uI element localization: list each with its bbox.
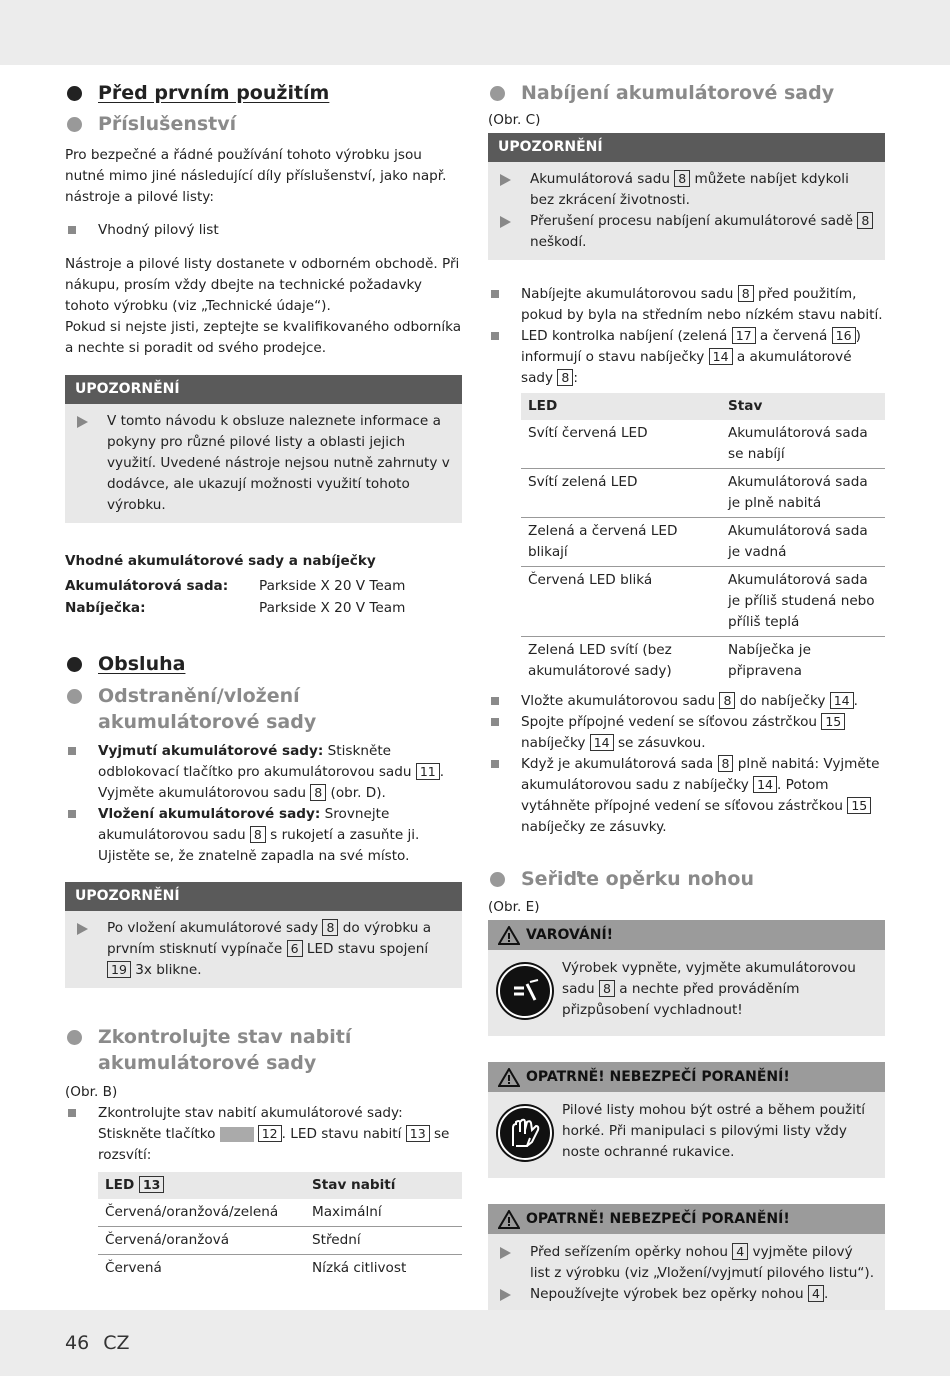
table-head-led: LED [528,398,558,414]
accessories-text: Pro bezpečné a řádné používání tohoto výrobku jsou nutné mimo jiné následující díly příslušenství, jako např. nástroje a pilové listy: [65,147,447,205]
warning-triangle-icon [498,1210,520,1229]
heading-remove-insert: Odstranění/vložení akumulátorové sady [65,683,462,735]
note-text: Akumulátorová sadu 8 můžete nabíjet kdykoli bez zkrácení životnosti. [498,169,875,211]
charger-label: Nabíječka: [65,600,146,616]
note-heading: UPOZORNĚNÍ [65,375,462,404]
note-heading: UPOZORNĚNÍ [488,133,885,162]
battery-row [65,575,462,597]
caution-text: Nepoužívejte výrobek bez opěrky nohou 4 . [498,1284,875,1305]
table-head-state: Stav [728,398,763,414]
led-bullet: LED kontrolka nabíjení (zelená 17 a červená 16 ) informují o stavu nabíječky 14 a akumulátorové sady 8 : [488,326,885,389]
unplug-icon [498,964,552,1018]
insert-charger-bullet: Vložte akumulátorovou sadu 8 do nabíječky 14 . [488,691,885,712]
table-head-led: LED 13 [98,1172,305,1199]
right-column [488,80,885,1313]
suitable-title: Vhodné akumulátorové sady a nabíječky [65,553,376,569]
caution-heading: OPATRNĚ! NEBEZPEČÍ PORANĚNÍ! [488,1062,885,1092]
accessories-text-2: Nástroje a pilové listy dostanete v odborném obchodě. Při nákupu, prosím vždy dbejte na technické požadavky tohoto výrobku (viz „Technické údaje“). [65,256,460,314]
charger-row [65,597,462,619]
table-head-state: Stav nabití [312,1177,396,1193]
table-row: Svítí zelená LED Akumulátorová sada je plně nabitá [521,469,885,518]
battery-label: Akumulátorová sada: [65,578,229,594]
warning-text: Výrobek vypněte, vyjměte akumulátorovou sadu 8 a nechte před prováděním přizpůsobení vychladnout! [562,960,856,1018]
table-row: Zelená LED svítí (bez akumulátorové sady) Nabíječka je připravena [528,642,811,679]
table-row: Červená LED bliká Akumulátorová sada je příliš studená nebo příliš teplá [521,567,885,637]
battery-button-icon [220,1127,254,1142]
charge-state-table [98,1172,462,1282]
table-row: Zelená a červená LED blikají Akumulátorová sada je vadná [521,518,885,567]
led-state-table [521,393,885,685]
note-text: Po vložení akumulátorové sady 8 do výrobku a prvním stisknutí vypínače 6 LED stavu spojení 19 3x blikne. [75,918,452,981]
caution-heading: OPATRNĚ! NEBEZPEČÍ PORANĚNÍ! [488,1204,885,1234]
figure-ref-b: (Obr. B) [65,1084,118,1100]
note-heading: UPOZORNĚNÍ [65,882,462,911]
heading-accessories: Příslušenství [65,111,462,137]
figure-ref-c: (Obr. C) [488,112,541,128]
page-footer [65,1332,143,1354]
heading-check-charge: Zkontrolujte stav nabití akumulátorové sady [65,1024,462,1076]
heading-operation: Obsluha [65,651,462,677]
language-code: CZ [103,1332,130,1354]
table-row: Červená/oranžová Střední [98,1227,462,1255]
gloves-icon [498,1106,552,1160]
figure-ref-e: (Obr. E) [488,899,540,915]
caution-box-2 [488,1204,885,1313]
table-row: Svítí červená LED Akumulátorová sada se nabíjí [521,420,885,469]
table-row: Červená Nízká citlivost [105,1260,407,1276]
caution-text: Před seřízením opěrky nohou 4 vyjměte pilový list z výrobku (viz „Vložení/vyjmutí pilového listu“). [498,1242,875,1284]
charger-value: Parkside X 20 V Team [259,600,406,616]
battery-value: Parkside X 20 V Team [259,578,406,594]
top-band [0,0,950,65]
warning-triangle-icon [498,926,520,945]
charge-bullet: Nabíjejte akumulátorovou sadu 8 před použitím, pokud by byla na středním nebo nízkém stavu nabití. [488,284,885,326]
caution-text: Pilové listy mohou být ostré a během použití horké. Při manipulaci s pilovými listy vždy noste ochranné rukavice. [562,1102,866,1160]
heading-adjust-footrest: Seřiďte opěrku nohou [488,866,885,892]
warning-heading: VAROVÁNÍ! [488,920,885,950]
table-row: Červená/oranžová/zelená Maximální [98,1199,462,1227]
heading-before-first-use: Před prvním použitím [65,80,462,106]
caution-box-1 [488,1062,885,1178]
accessories-bullet: Vhodný pilový list [65,220,462,241]
note-text: Přerušení procesu nabíjení akumulátorové sadě 8 neškodí. [498,211,875,253]
note-box-3 [488,133,885,260]
warning-box [488,920,885,1036]
left-column [65,80,462,1282]
page-number: 46 [65,1332,90,1354]
note-text: V tomto návodu k obsluze naleznete informace a pokyny pro různé pilové listy a oblasti jejich využití. Uvedené nástroje nejsou nutně zahrnuty v dodávce, ale ukazují možnosti využití tohoto výrobku. [75,411,452,516]
full-charge-bullet: Když je akumulátorová sada 8 plně nabitá: Vyjměte akumulátorovou sadu z nabíječky 14 . Potom vytáhněte přípojné vedení se síťovou zástrčkou 15 nabíječky ze zásuvky. [488,754,885,838]
connect-bullet: Spojte přípojné vedení se síťovou zástrčkou 15 nabíječky 14 se zásuvkou. [488,712,885,754]
remove-bullet: Vyjmutí akumulátorové sady: Stiskněte odblokovací tlačítko pro akumulátorovou sadu 11 . Vyjměte akumulátorovou sadu 8 (obr. D). [65,741,462,804]
accessories-text-3: Pokud si nejste jisti, zeptejte se kvalifikovaného odborníka a nechte si poradit od svého prodejce. [65,319,462,356]
insert-bullet: Vložení akumulátorové sady: Srovnejte akumulátorovou sadu 8 s rukojetí a zasuňte ji. Ujistěte se, že znatelně zapadla na své místo. [65,804,462,867]
check-bullet: Zkontrolujte stav nabití akumulátorové sady: Stiskněte tlačítko 12 . LED stavu nabití 13 se rozsvítí: [65,1103,462,1166]
note-box-2 [65,882,462,988]
heading-charging: Nabíjení akumulátorové sady [488,80,885,106]
note-box-1 [65,375,462,523]
warning-triangle-icon [498,1068,520,1087]
